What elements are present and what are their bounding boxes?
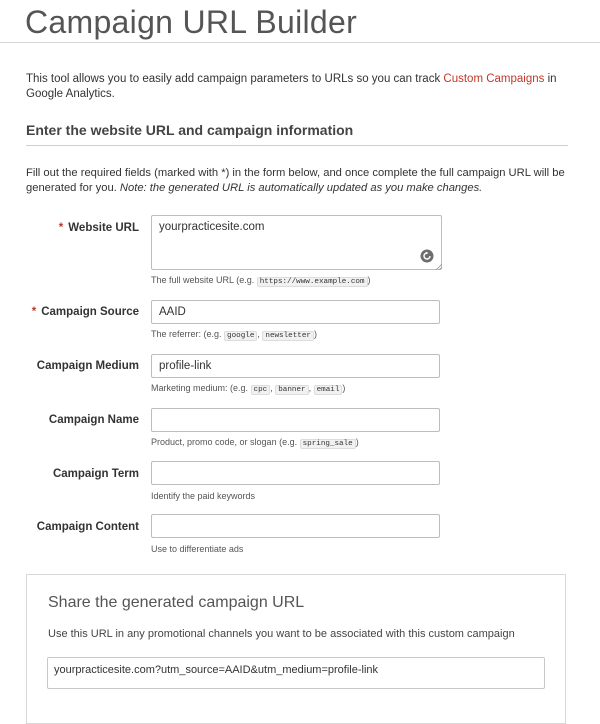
required-marker: * <box>58 222 64 234</box>
campaign-source-value: AAID <box>159 306 186 318</box>
website-url-hint-prefix: The full website URL (e.g. <box>151 275 257 285</box>
hint-code-email: email <box>314 385 343 395</box>
campaign-source-label <box>23 306 139 318</box>
website-url-input[interactable] <box>151 215 442 270</box>
campaign-medium-hint-suffix: ) <box>342 383 346 393</box>
website-url-hint-code: https://www.example.com <box>257 277 368 287</box>
campaign-term-hint: Identify the paid keywords <box>151 491 256 501</box>
instructions-note: Note: the generated URL is automatically updated as you make changes. <box>119 182 483 194</box>
website-url-label-text: Website URL <box>68 222 139 234</box>
required-marker: * <box>31 306 37 318</box>
hint-code-newsletter: newsletter <box>262 331 314 341</box>
campaign-content-label: Campaign Content <box>36 521 139 533</box>
campaign-medium-hint <box>151 383 345 394</box>
campaign-term-input[interactable] <box>151 461 440 485</box>
hint-separator: , <box>257 329 263 339</box>
hint-code-google: google <box>224 331 257 341</box>
generated-url-text: yourpracticesite.com?utm_source=AAID&utm_medium=profile-link <box>54 664 379 676</box>
share-title: Share the generated campaign URL <box>48 594 305 611</box>
hint-separator: , <box>308 383 314 393</box>
campaign-source-hint-suffix: ) <box>313 329 317 339</box>
intro-text-end: in Google Analytics. <box>26 73 557 100</box>
website-url-hint-suffix: ) <box>367 275 371 285</box>
hint-code-cpc: cpc <box>251 385 271 395</box>
instructions-text: Fill out the required fields (marked with *) in the form below, and once complete the full campaign URL will be generated for you. <box>26 167 565 194</box>
campaign-name-hint-prefix: Product, promo code, or slogan (e.g. <box>151 437 300 447</box>
campaign-content-hint: Use to differentiate ads <box>151 544 244 554</box>
section-heading: Enter the website URL and campaign information <box>26 122 354 138</box>
form-instructions <box>26 166 571 196</box>
campaign-term-label: Campaign Term <box>52 468 139 480</box>
hint-code-banner: banner <box>275 385 308 395</box>
website-url-value: yourpracticesite.com <box>159 221 265 233</box>
title-divider <box>0 42 600 43</box>
campaign-source-input[interactable] <box>151 300 440 324</box>
share-description: Use this URL in any promotional channels you want to be associated with this custom campaign <box>48 628 515 640</box>
refresh-icon[interactable] <box>420 249 434 263</box>
intro-text <box>26 72 571 102</box>
campaign-medium-value: profile-link <box>159 360 212 372</box>
resize-handle-icon[interactable] <box>436 264 442 270</box>
intro-text-start: This tool allows you to easily add campaign parameters to URLs so you can track <box>26 73 444 85</box>
campaign-source-hint-prefix: The referrer: (e.g. <box>151 329 225 339</box>
page-title: Campaign URL Builder <box>25 4 358 40</box>
generated-url-output[interactable] <box>47 657 545 689</box>
website-url-label <box>23 222 139 234</box>
custom-campaigns-link[interactable]: Custom Campaigns <box>443 73 545 85</box>
hint-separator: , <box>270 383 276 393</box>
section-divider <box>26 145 568 146</box>
campaign-content-input[interactable] <box>151 514 440 538</box>
campaign-name-label: Campaign Name <box>48 414 139 426</box>
campaign-medium-hint-prefix: Marketing medium: (e.g. <box>151 383 251 393</box>
campaign-name-hint-suffix: ) <box>355 437 359 447</box>
campaign-source-hint <box>151 329 317 340</box>
campaign-source-label-text: Campaign Source <box>41 306 139 318</box>
campaign-name-input[interactable] <box>151 408 440 432</box>
campaign-name-hint <box>151 437 359 448</box>
campaign-medium-input[interactable] <box>151 354 440 378</box>
campaign-medium-label: Campaign Medium <box>36 360 139 372</box>
hint-code-spring-sale: spring_sale <box>300 439 356 449</box>
website-url-hint <box>151 275 371 286</box>
